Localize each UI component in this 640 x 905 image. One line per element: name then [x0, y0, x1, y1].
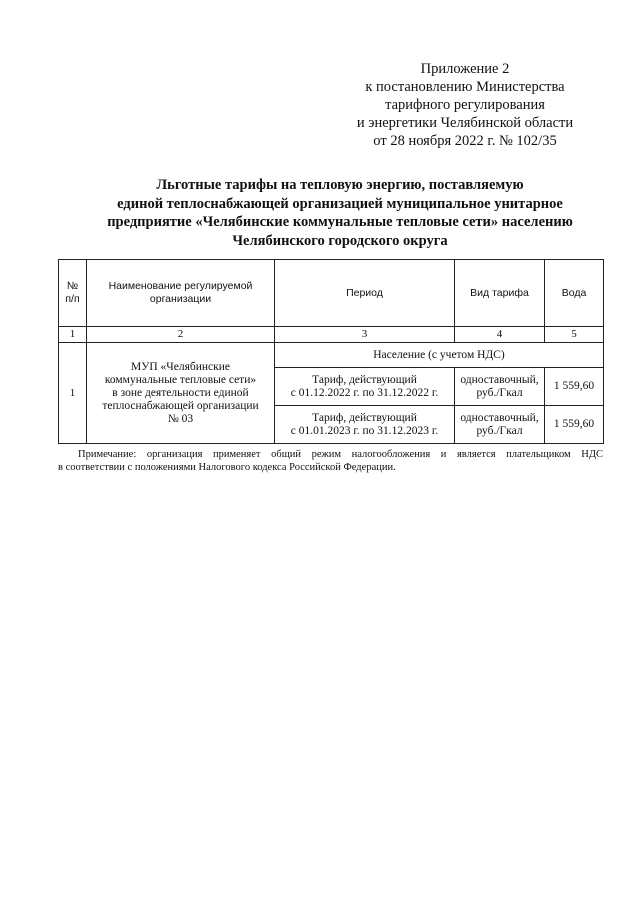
kind-line: руб./Гкал — [476, 424, 523, 437]
consumer-group-label: Население (с учетом НДС) — [275, 343, 604, 368]
header-organization-line: Наименование регулируемой — [108, 280, 253, 292]
period-line: с 01.01.2023 г. по 31.12.2023 г. — [290, 424, 439, 437]
annex-line: и энергетики Челябинской области — [356, 115, 574, 131]
title-line: Льготные тарифы на тепловую энергию, поставляемую — [156, 177, 524, 193]
annex-line: к постановлению Министерства — [365, 79, 565, 95]
header-organization — [87, 260, 275, 327]
tariff-table — [58, 259, 604, 444]
annex-line: от 28 ноября 2022 г. № 102/35 — [373, 133, 557, 149]
column-number-row — [59, 327, 604, 343]
tariff-period — [275, 406, 455, 444]
title-line: Челябинского городского округа — [232, 232, 448, 249]
kind-line: руб./Гкал — [476, 386, 523, 399]
title-line: единой теплоснабжающей организацией муниципальное унитарное — [117, 195, 563, 212]
column-number: 1 — [59, 327, 87, 343]
header-water: Вода — [545, 260, 604, 327]
annex-line: Приложение 2 — [420, 61, 510, 77]
tariff-kind — [455, 406, 545, 444]
organization-line: № 03 — [167, 412, 194, 425]
header-number — [59, 260, 87, 327]
tariff-kind — [455, 368, 545, 406]
kind-line: одноставочный, — [460, 373, 539, 386]
header-organization-line: организации — [149, 293, 212, 305]
column-number: 4 — [455, 327, 545, 343]
organization-line: коммунальные тепловые сети» — [104, 373, 257, 386]
footnote-line: Примечание: организация применяет общий режим налогообложения и является плательщиком НДС — [78, 449, 603, 460]
organization-name — [87, 343, 275, 444]
table-header-row — [59, 260, 604, 327]
tariff-value: 1 559,60 — [545, 406, 604, 444]
tariff-period — [275, 368, 455, 406]
header-tariff-kind: Вид тарифа — [455, 260, 545, 327]
table-row — [59, 343, 604, 368]
organization-line: в зоне деятельности единой — [112, 386, 249, 399]
annex-line: тарифного регулирования — [385, 97, 545, 113]
organization-line: МУП «Челябинские — [130, 360, 230, 373]
annex-reference — [330, 60, 600, 150]
row-number: 1 — [59, 343, 87, 444]
footnote-line: в соответствии с положениями Налогового кодекса Российской Федерации. — [58, 462, 396, 473]
period-line: Тариф, действующий — [312, 373, 417, 386]
document-title — [70, 176, 610, 250]
footnote — [58, 448, 603, 474]
title-line: предприятие «Челябинские коммунальные тепловые сети» населению — [107, 214, 573, 230]
period-line: Тариф, действующий — [312, 411, 417, 424]
column-number: 3 — [275, 327, 455, 343]
column-number: 5 — [545, 327, 604, 343]
header-period: Период — [275, 260, 455, 327]
column-number: 2 — [87, 327, 275, 343]
header-number-line: п/п — [65, 293, 80, 305]
organization-line: теплоснабжающей организации — [102, 399, 259, 412]
period-line: с 01.12.2022 г. по 31.12.2022 г. — [290, 386, 439, 399]
tariff-value: 1 559,60 — [545, 368, 604, 406]
kind-line: одноставочный, — [460, 411, 539, 424]
header-number-line: № — [66, 280, 79, 292]
